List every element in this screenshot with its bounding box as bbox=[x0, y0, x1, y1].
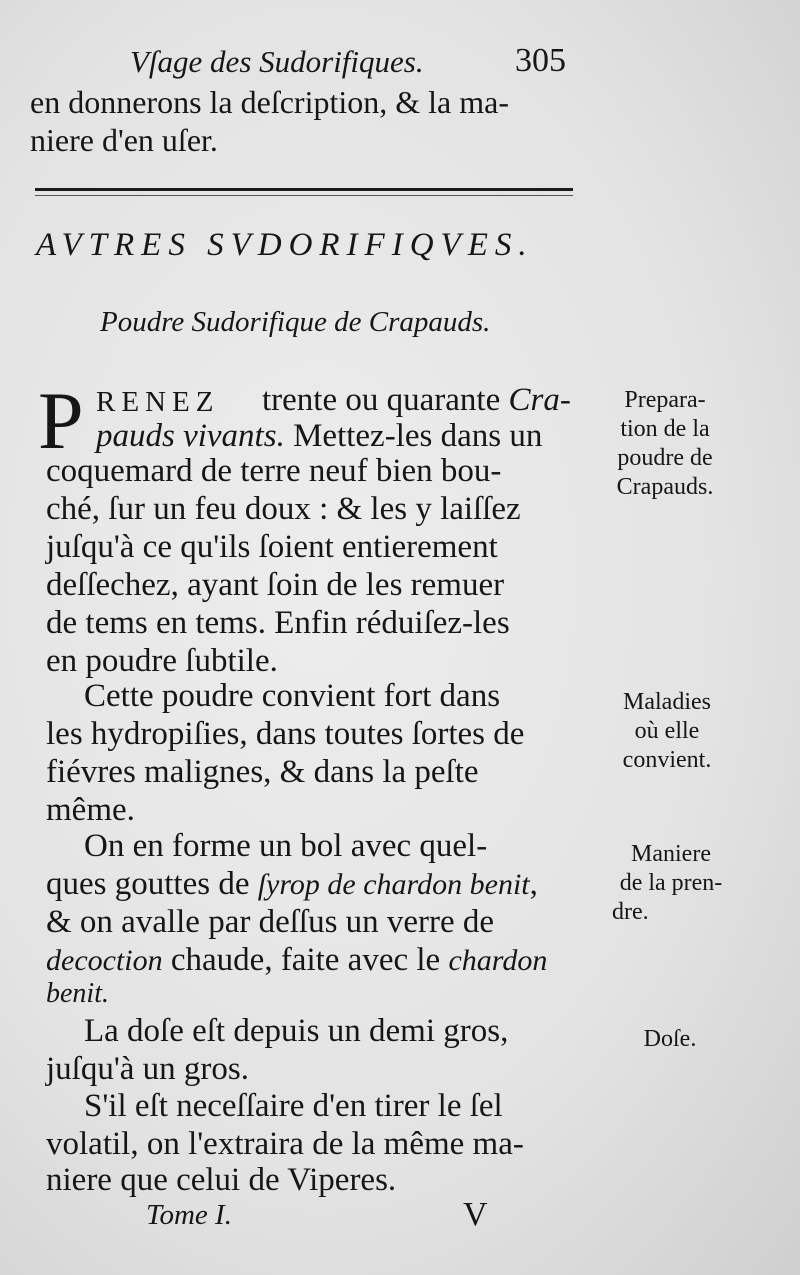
paragraph-line: La doſe eſt depuis un demi gros, bbox=[84, 1013, 509, 1049]
italic-text-run: chardon bbox=[448, 944, 548, 977]
paragraph-line: Cette poudre convient fort dans bbox=[84, 678, 501, 714]
paragraph-line bbox=[96, 420, 542, 453]
text-run: , bbox=[529, 866, 538, 902]
margin-note-line: convient. bbox=[622, 747, 712, 773]
paragraph-line: volatil, on l'extraira de la même ma- bbox=[46, 1126, 524, 1162]
paragraph-line: juſqu'à ce qu'ils ſoient entierement bbox=[46, 529, 498, 565]
running-title: Vſage des Sudorifiques. bbox=[130, 44, 424, 79]
margin-note-line: Maladies bbox=[623, 689, 711, 715]
margin-note-line: poudre de bbox=[617, 445, 713, 471]
text-run: chaude, faite avec le bbox=[170, 942, 441, 978]
paragraph-line: juſqu'à un gros. bbox=[46, 1051, 250, 1087]
paragraph-line bbox=[262, 382, 571, 419]
margin-note-maladies bbox=[608, 688, 726, 775]
margin-note-line: dre. bbox=[612, 899, 649, 925]
paragraph-line: coquemard de terre neuf bien bou- bbox=[46, 453, 502, 489]
first-word-small-caps: RENEZ bbox=[96, 386, 220, 418]
gathering-mark: V bbox=[463, 1196, 488, 1233]
margin-note-maniere bbox=[606, 840, 736, 927]
margin-note-line: Maniere bbox=[631, 841, 711, 867]
paragraph-line bbox=[46, 944, 547, 977]
italic-text-run: decoction bbox=[46, 944, 163, 977]
paragraph-line: benit. bbox=[46, 978, 109, 1009]
margin-note-preparation bbox=[605, 386, 725, 502]
italic-text-run: Cra- bbox=[508, 382, 571, 418]
paragraph-line: en poudre ſubtile. bbox=[46, 643, 278, 679]
paragraph-line: niere que celui de Viperes. bbox=[46, 1162, 397, 1198]
italic-text-run: ſyrop de chardon benit bbox=[257, 868, 530, 901]
bleed-through-shadow bbox=[590, 100, 596, 129]
paragraph-line: fiévres malignes, & dans la peſte bbox=[46, 754, 479, 790]
margin-note-line: Prepara- bbox=[624, 387, 706, 413]
margin-note-line: de la pren- bbox=[619, 870, 723, 896]
margin-note-line: tion de la bbox=[620, 416, 710, 442]
paragraph-line: ché, ſur un feu doux : & les y laiſſez bbox=[46, 491, 521, 527]
volume-signature: Tome I. bbox=[146, 1199, 232, 1231]
section-divider-rule bbox=[35, 188, 573, 191]
text-run: trente ou quarante bbox=[262, 382, 501, 418]
paragraph-line: même. bbox=[46, 792, 135, 828]
paragraph-line: de tems en tems. Enfin réduiſez-les bbox=[46, 605, 510, 641]
margin-note-dose bbox=[630, 1025, 710, 1054]
paragraph-line bbox=[46, 868, 538, 901]
paragraph-line: deſſechez, ayant ſoin de les remuer bbox=[46, 567, 505, 603]
text-run: ques gouttes de bbox=[46, 866, 250, 902]
margin-note-line: Crapauds. bbox=[616, 474, 714, 500]
text-run: Mettez-les dans un bbox=[293, 418, 543, 454]
paragraph-line: On en forme un bol avec quel- bbox=[84, 828, 488, 864]
running-head bbox=[130, 40, 590, 90]
section-heading: AVTRES SVDORIFIQVES. bbox=[36, 227, 534, 263]
margin-note-line: où elle bbox=[634, 718, 700, 744]
page-number: 305 bbox=[515, 42, 566, 79]
intro-line: niere d'en uſer. bbox=[30, 122, 218, 158]
italic-text-run: pauds vivants. bbox=[96, 418, 285, 454]
subheading: Poudre Sudorifique de Crapauds. bbox=[100, 306, 491, 338]
margin-note-line: Doſe. bbox=[643, 1026, 697, 1052]
intro-line: en donnerons la deſcription, & la ma- bbox=[30, 84, 509, 120]
drop-cap: P bbox=[38, 375, 84, 466]
paragraph-line: S'il eſt neceſſaire d'en tirer le ſel bbox=[84, 1088, 503, 1124]
paragraph-line: & on avalle par deſſus un verre de bbox=[46, 904, 495, 940]
paragraph-line: les hydropiſies, dans toutes ſortes de bbox=[46, 716, 525, 752]
